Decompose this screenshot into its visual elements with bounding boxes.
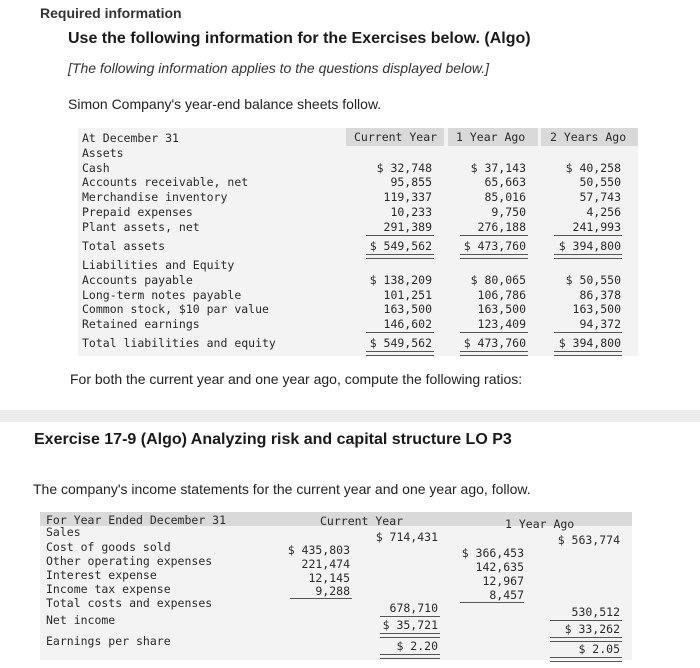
double-rule <box>380 633 440 638</box>
cell-value: $ 37,143 <box>470 161 526 175</box>
double-rule <box>380 654 440 659</box>
cell-value: 95,855 <box>390 175 432 189</box>
cell-value: 9,288 <box>315 584 350 598</box>
sales-label: Sales <box>46 525 81 539</box>
subtotal-rule <box>460 235 528 236</box>
cell-value: 221,474 <box>301 557 350 571</box>
double-rule <box>554 351 622 356</box>
eps-py: $ 2.05 <box>578 642 620 656</box>
subtotal-rule <box>460 332 528 333</box>
double-rule <box>550 657 622 662</box>
cell-value: 146,602 <box>383 317 432 331</box>
total-liab-label: Total liabilities and equity <box>82 336 276 350</box>
cell-value: 241,993 <box>572 220 621 234</box>
double-rule <box>460 351 528 356</box>
income-statement-table <box>40 512 632 660</box>
double-rule <box>366 351 434 356</box>
cell-value: 8,457 <box>489 588 524 602</box>
col-header-current-year: Current Year <box>354 130 438 144</box>
net-income-cy: $ 35,721 <box>382 618 438 632</box>
cell-value: 276,188 <box>477 220 526 234</box>
col-header-label: At December 31 <box>82 131 179 145</box>
total-liab-value: $ 549,562 <box>369 336 432 350</box>
total-costs-label: Total costs and expenses <box>46 596 213 610</box>
cell-value: 57,743 <box>579 190 621 204</box>
cell-value: 119,337 <box>383 190 432 204</box>
sales-py: $ 563,774 <box>557 533 620 547</box>
row-label: Cash <box>82 161 110 175</box>
sales-cy: $ 714,431 <box>375 530 438 544</box>
row-label: Plant assets, net <box>82 220 200 234</box>
total-costs-cy: 678,710 <box>389 601 438 615</box>
subtotal-rule <box>366 332 434 333</box>
cell-value: 94,372 <box>579 317 621 331</box>
row-label: Accounts payable <box>82 273 193 287</box>
row-label: Long-term notes payable <box>82 288 242 302</box>
balance-sheet-table <box>78 128 638 356</box>
cell-value: 4,256 <box>586 205 621 219</box>
net-income-py: $ 33,262 <box>564 622 620 636</box>
exercise-17-9-title: Exercise 17-9 (Algo) Analyzing risk and capital structure LO P3 <box>34 431 512 448</box>
row-label: Cost of goods sold <box>46 540 171 554</box>
cell-value: $ 50,550 <box>565 273 621 287</box>
cell-value: 12,967 <box>482 574 524 588</box>
row-label: Prepaid expenses <box>82 205 193 219</box>
row-label: Accounts receivable, net <box>82 175 249 189</box>
cell-value: 163,500 <box>383 302 432 316</box>
double-rule <box>460 254 528 259</box>
col-header-current-year: Current Year <box>320 514 404 528</box>
cell-value: $ 80,065 <box>470 273 526 287</box>
cell-value: $ 138,209 <box>369 273 432 287</box>
subtotal-rule <box>554 235 622 236</box>
total-liab-value: $ 394,800 <box>558 336 621 350</box>
cell-value: $ 435,803 <box>287 543 350 557</box>
row-label: Interest expense <box>46 568 157 582</box>
row-label: Merchandise inventory <box>82 190 228 204</box>
cell-value: 163,500 <box>572 302 621 316</box>
cell-value: 85,016 <box>484 190 526 204</box>
cell-value: 9,750 <box>491 205 526 219</box>
total-assets-value: $ 473,760 <box>463 239 526 253</box>
cell-value: 163,500 <box>477 302 526 316</box>
required-info-heading: Required information <box>40 5 182 21</box>
balance-sheet-intro: Simon Company's year-end balance sheets follow. <box>68 96 382 112</box>
double-rule <box>554 254 622 259</box>
total-assets-value: $ 549,562 <box>369 239 432 253</box>
ratio-prompt: For both the current year and one year ago, compute the following ratios: <box>70 371 523 387</box>
eps-cy: $ 2.20 <box>396 639 438 653</box>
liabilities-section-label: Liabilities and Equity <box>82 258 235 272</box>
cell-value: 12,145 <box>308 571 350 585</box>
double-rule <box>366 254 434 259</box>
row-label: Retained earnings <box>82 317 200 331</box>
cell-value: 101,251 <box>383 288 432 302</box>
cell-value: 123,409 <box>477 317 526 331</box>
cell-value: 50,550 <box>579 175 621 189</box>
subtotal-rule <box>550 620 622 621</box>
exercise-note: [The following information applies to the questions displayed below.] <box>68 60 490 76</box>
eps-label: Earnings per share <box>46 634 171 648</box>
row-label: Income tax expense <box>46 582 171 596</box>
total-costs-py: 530,512 <box>571 605 620 619</box>
subtotal-rule <box>554 332 622 333</box>
cell-value: 142,635 <box>475 560 524 574</box>
cell-value: 86,378 <box>579 288 621 302</box>
row-label: Common stock, $10 par value <box>82 302 269 316</box>
col-header-label: For Year Ended December 31 <box>46 513 227 527</box>
cell-value: $ 32,748 <box>376 161 432 175</box>
col-header-2-years-ago: 2 Years Ago <box>550 130 627 144</box>
income-statement-intro: The company's income statements for the current year and one year ago, follow. <box>33 481 531 497</box>
exercise-heading: Use the following information for the Exercises below. (Algo) <box>68 30 531 47</box>
cell-value: $ 40,258 <box>565 161 621 175</box>
total-assets-value: $ 394,800 <box>558 239 621 253</box>
subtotal-rule <box>460 602 524 603</box>
subtotal-rule <box>366 235 434 236</box>
total-assets-label: Total assets <box>82 239 166 253</box>
section-divider <box>0 410 700 422</box>
col-header-1-year-ago: 1 Year Ago <box>505 517 575 531</box>
row-label: Other operating expenses <box>46 554 213 568</box>
col-header-1-year-ago: 1 Year Ago <box>456 130 526 144</box>
subtotal-rule <box>380 616 440 617</box>
cell-value: 65,663 <box>484 175 526 189</box>
total-liab-value: $ 473,760 <box>463 336 526 350</box>
assets-section-label: Assets <box>82 146 124 160</box>
net-income-label: Net income <box>46 613 116 627</box>
cell-value: 106,786 <box>477 288 526 302</box>
cell-value: 291,389 <box>383 220 432 234</box>
cell-value: 10,233 <box>390 205 432 219</box>
cell-value: $ 366,453 <box>461 546 524 560</box>
subtotal-rule <box>290 598 352 599</box>
